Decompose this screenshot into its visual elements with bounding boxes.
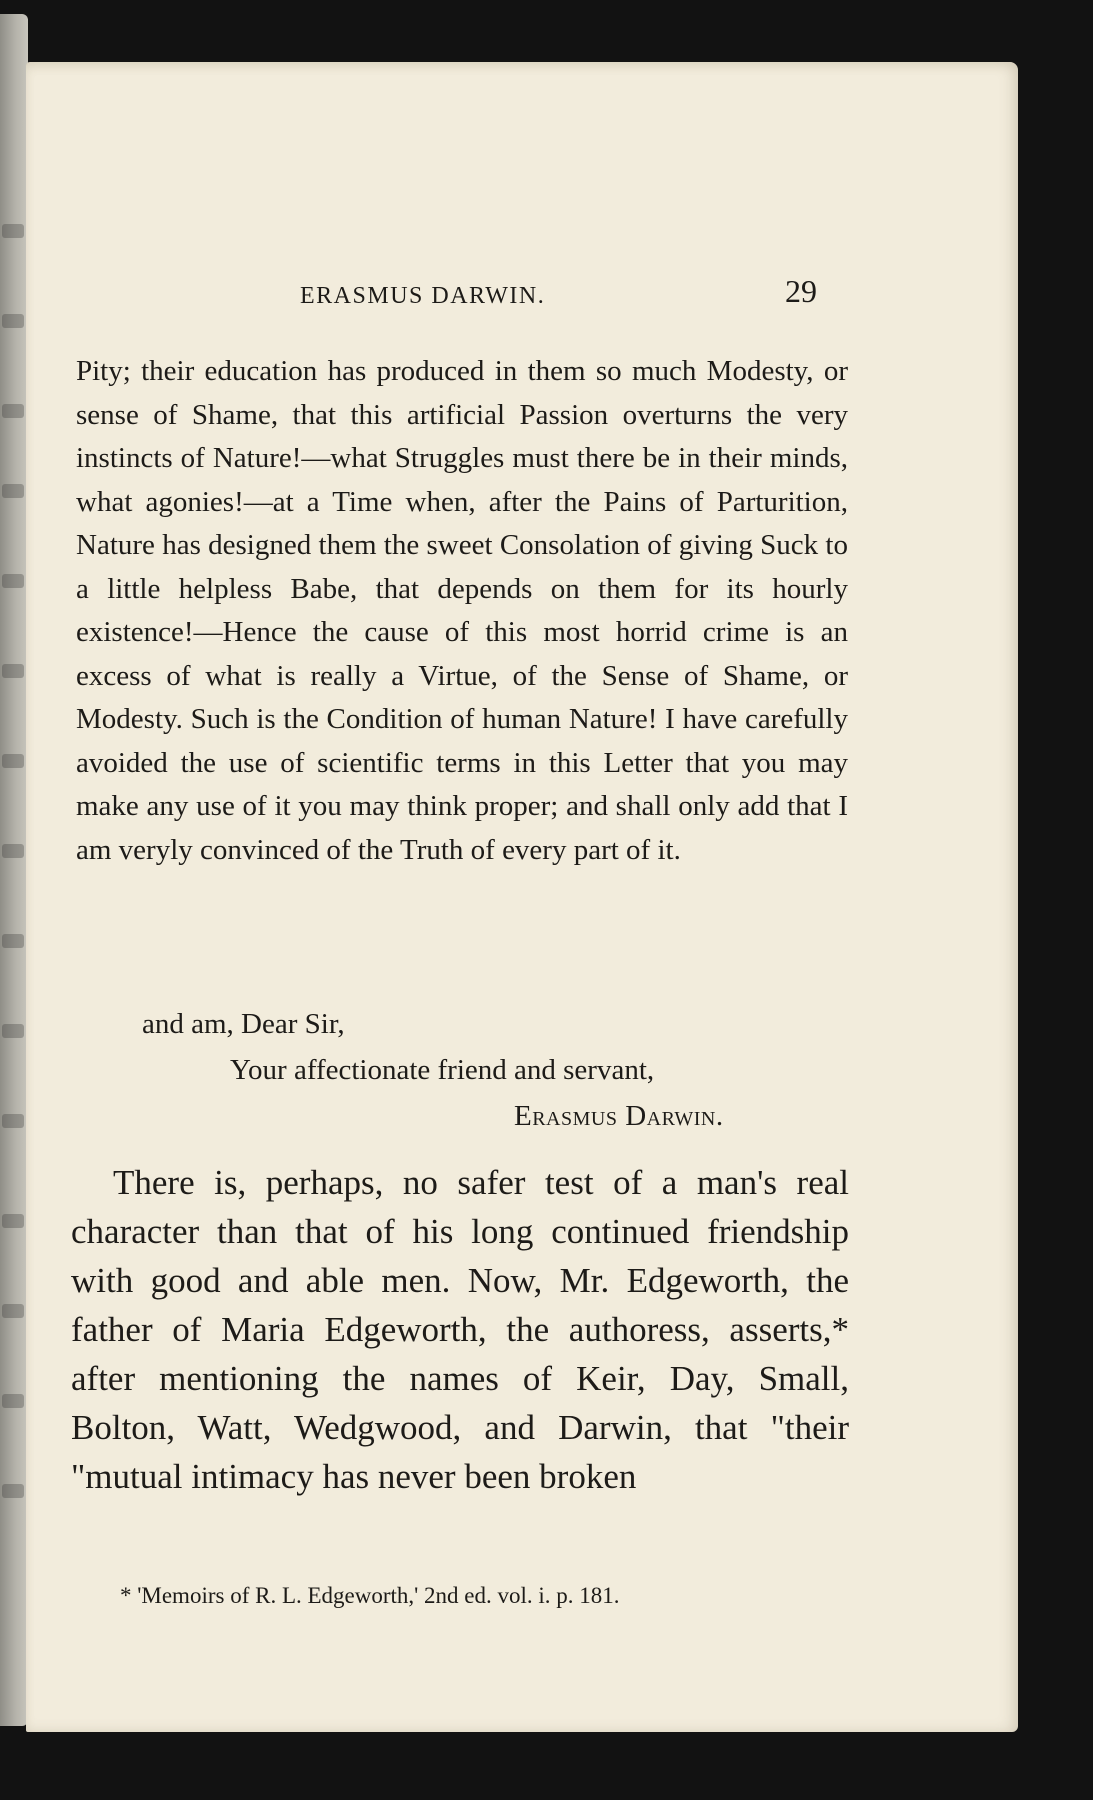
letter-excerpt bbox=[76, 350, 848, 872]
footnote: * 'Memoirs of R. L. Edgeworth,' 2nd ed. vol. i. p. 181. bbox=[120, 1583, 620, 1608]
previous-page-edge bbox=[0, 14, 28, 1726]
closing-salutation: and am, Dear Sir, bbox=[142, 1008, 345, 1040]
signature: Erasmus Darwin. bbox=[514, 1100, 724, 1132]
closing-valediction: Your affectionate friend and servant, bbox=[230, 1054, 655, 1086]
running-head: ERASMUS DARWIN. bbox=[300, 283, 546, 309]
letter-paragraph: Pity; their education has produced in them so much Modesty, or sense of Shame, that this artificial Passion overturns the very instincts of Nature!—what Struggles must there be in their minds, what agonies!—at a Time when, after the Pains of Parturition, Nature has designed them the sweet Consolation of giving Suck to a little helpless Babe, that depends on them for its hourly existence!—Hence the cause of this most horrid crime is an excess of what is really a Virtue, of the Sense of Shame, or Modesty. Such is the Condition of human Nature! I have carefully avoided the use of scientific terms in this Letter that you may make any use of it you may think proper; and shall only add that I am veryly convinced of the Truth of every part of it. bbox=[76, 355, 848, 866]
page-number: 29 bbox=[785, 273, 817, 309]
narrative-paragraph: There is, perhaps, no safer test of a man's real character than that of his long continued friendship with good and able men. Now, Mr. Edgeworth, the father of Maria Edgeworth, the authoress, asserts,* after mentioning the names of Keir, Day, Small, Bolton, Watt, Wedgwood, and Darwin, that "their "mutual intimacy has never been broken bbox=[71, 1163, 849, 1496]
book-page bbox=[26, 62, 1018, 1732]
narrative-section bbox=[71, 1158, 849, 1501]
page-header bbox=[26, 272, 1018, 312]
